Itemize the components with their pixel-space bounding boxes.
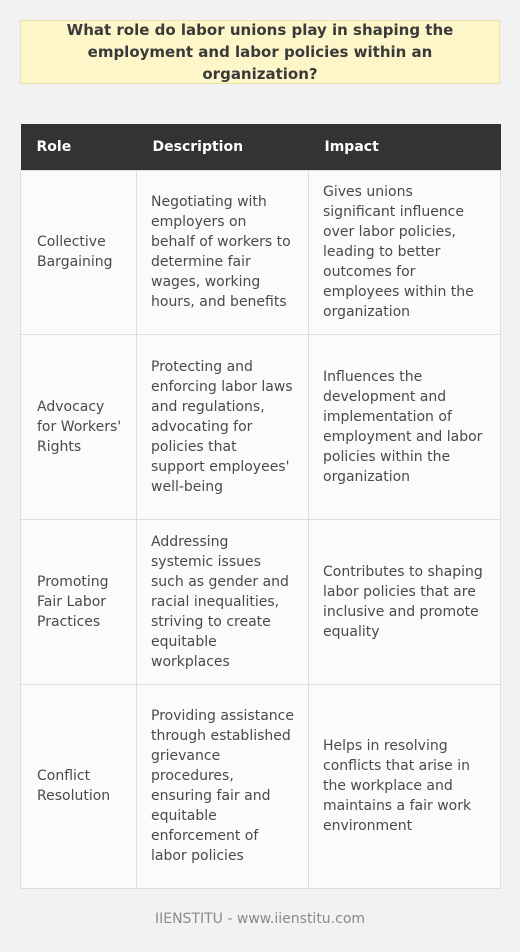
table-row bbox=[21, 170, 501, 334]
description-cell: Negotiating with employers on behalf of workers to determine fair wages, working hours, and benefits bbox=[137, 170, 309, 334]
header-role: Role bbox=[21, 124, 137, 170]
table-row bbox=[21, 334, 501, 519]
description-cell: Providing assistance through established grievance procedures, ensuring fair and equitable enforcement of labor policies bbox=[137, 684, 309, 888]
role-cell: Promoting Fair Labor Practices bbox=[21, 519, 137, 684]
footer-credit: IIENSTITU - www.iienstitu.com bbox=[154, 911, 366, 927]
impact-cell: Gives unions significant influence over labor policies, leading to better outcomes for employees within the organization bbox=[309, 170, 501, 334]
roles-table bbox=[20, 124, 501, 889]
table-header-row bbox=[21, 124, 501, 170]
role-cell: Advocacy for Workers' Rights bbox=[21, 334, 137, 519]
description-cell: Addressing systemic issues such as gender and racial inequalities, striving to create equitable workplaces bbox=[137, 519, 309, 684]
header-description: Description bbox=[137, 124, 309, 170]
role-cell: Collective Bargaining bbox=[21, 170, 137, 334]
table-row bbox=[21, 519, 501, 684]
role-cell: Conflict Resolution bbox=[21, 684, 137, 888]
impact-cell: Helps in resolving conflicts that arise in the workplace and maintains a fair work environment bbox=[309, 684, 501, 888]
description-cell: Protecting and enforcing labor laws and regulations, advocating for policies that support employees' well-being bbox=[137, 334, 309, 519]
page-title: What role do labor unions play in shaping the employment and labor policies within an organization? bbox=[20, 20, 500, 84]
impact-cell: Contributes to shaping labor policies that are inclusive and promote equality bbox=[309, 519, 501, 684]
header-impact: Impact bbox=[309, 124, 501, 170]
table-row bbox=[21, 684, 501, 888]
impact-cell: Influences the development and implementation of employment and labor policies within the organization bbox=[309, 334, 501, 519]
